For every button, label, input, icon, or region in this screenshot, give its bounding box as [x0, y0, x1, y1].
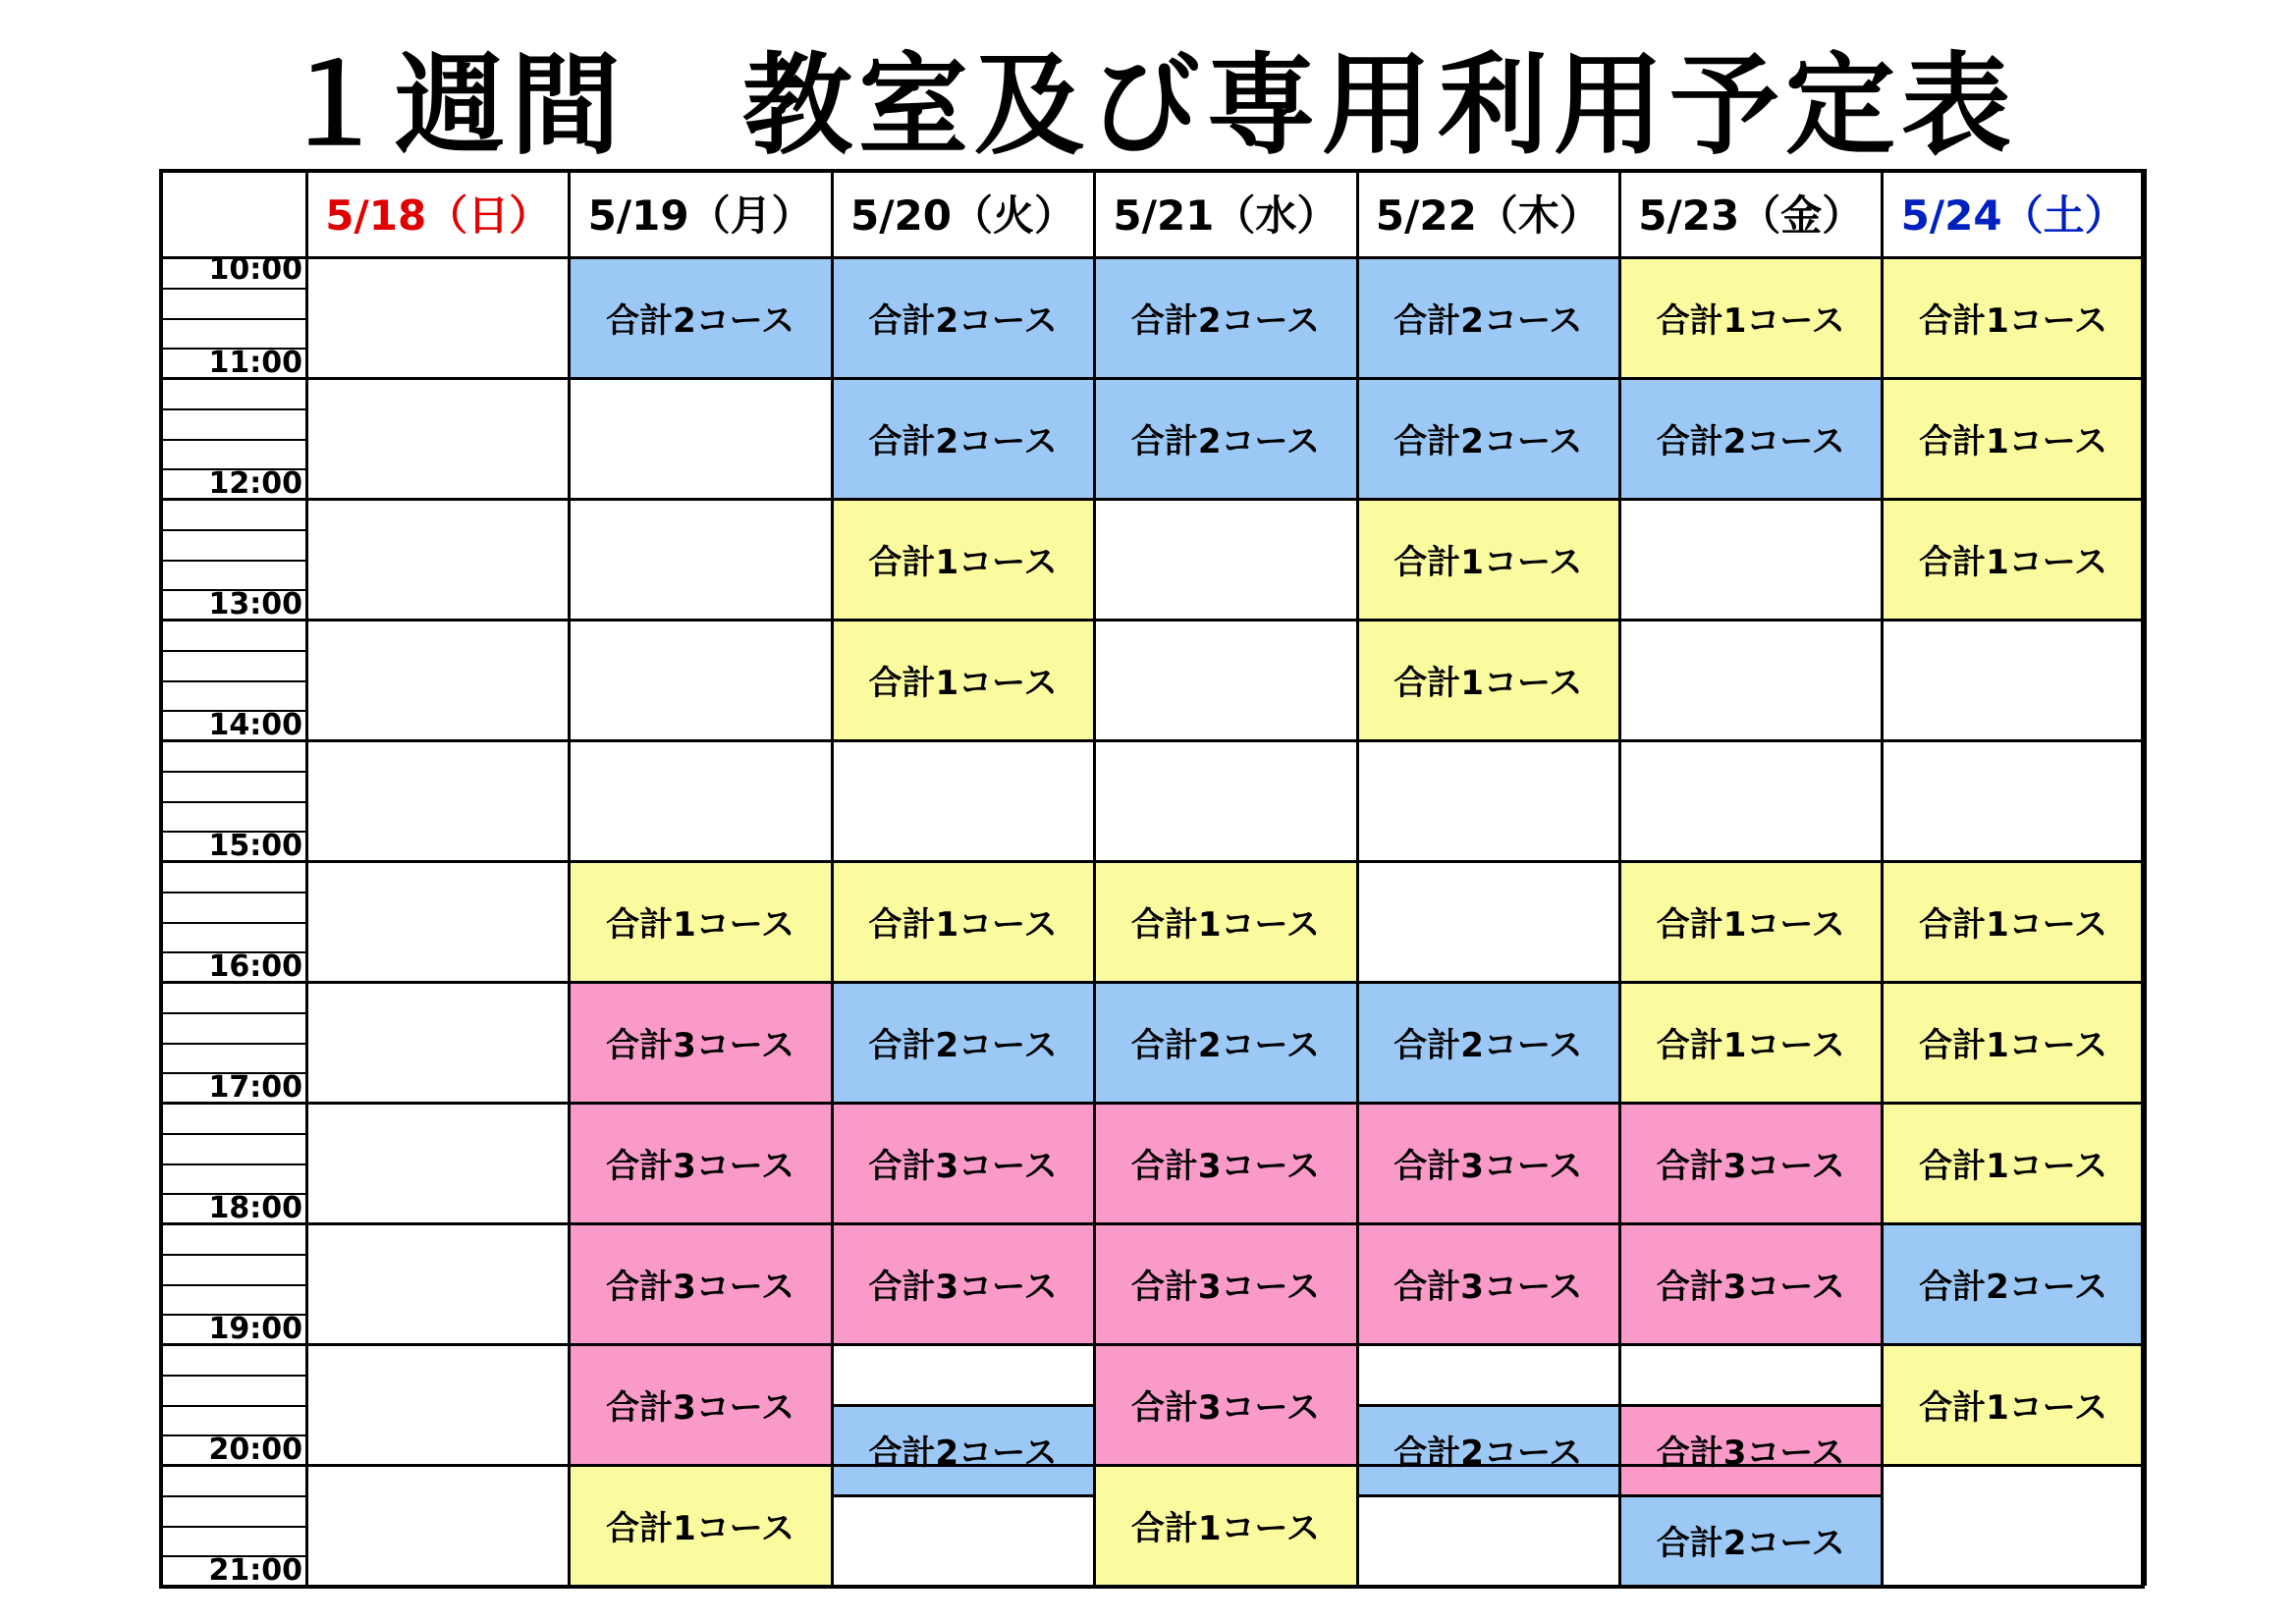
booking-cell[interactable]: 合計2コース: [1619, 1495, 1882, 1586]
booking-cell[interactable]: 合計1コース: [1619, 257, 1882, 378]
day-header-6: 5/23（金）: [1638, 191, 1864, 240]
day-header-4: 5/21（水）: [1113, 191, 1339, 240]
hour-divider: [159, 1343, 2145, 1346]
slot-divider: [1357, 1404, 1619, 1407]
booking-cell[interactable]: 合計3コース: [1619, 1103, 1882, 1223]
booking-cell[interactable]: 合計3コース: [569, 1344, 831, 1465]
slot-divider: [832, 1404, 1094, 1407]
quarter-tick: [159, 318, 306, 320]
quarter-tick: [159, 922, 306, 924]
time-label: 18:00: [208, 1191, 302, 1225]
page-title: １週間 教室及び専用利用予定表: [279, 42, 2017, 170]
booking-cell[interactable]: 合計2コース: [1357, 257, 1619, 378]
booking-cell[interactable]: 合計1コース: [1094, 861, 1356, 982]
booking-cell[interactable]: 合計1コース: [1882, 1103, 2144, 1223]
booking-cell[interactable]: 合計1コース: [832, 499, 1094, 620]
booking-cell[interactable]: 合計3コース: [569, 1103, 831, 1223]
column-divider: [2144, 169, 2147, 1586]
quarter-tick: [159, 650, 306, 652]
booking-cell[interactable]: 合計2コース: [832, 378, 1094, 499]
column-divider: [305, 169, 308, 1586]
booking-cell[interactable]: 合計1コース: [832, 620, 1094, 740]
booking-cell[interactable]: 合計2コース: [1357, 1405, 1619, 1495]
booking-cell[interactable]: 合計1コース: [1882, 378, 2144, 499]
booking-cell[interactable]: 合計2コース: [1619, 378, 1882, 499]
booking-cell[interactable]: 合計3コース: [569, 982, 831, 1103]
hour-divider: [159, 619, 2145, 622]
quarter-tick: [159, 1526, 306, 1528]
day-header-2: 5/19（月）: [587, 191, 813, 240]
quarter-tick: [159, 1405, 306, 1407]
booking-cell[interactable]: 合計1コース: [1882, 982, 2144, 1103]
booking-cell[interactable]: 合計1コース: [1882, 1344, 2144, 1465]
hour-divider: [159, 498, 2145, 501]
booking-cell[interactable]: 合計2コース: [1094, 982, 1356, 1103]
quarter-tick: [159, 1375, 306, 1377]
time-label: 13:00: [208, 587, 302, 622]
hour-divider: [159, 981, 2145, 984]
booking-cell[interactable]: 合計2コース: [832, 257, 1094, 378]
slot-divider: [832, 1494, 1094, 1497]
day-header-3: 5/20（火）: [849, 191, 1075, 240]
booking-cell[interactable]: 合計2コース: [832, 1405, 1094, 1495]
booking-cell[interactable]: 合計2コース: [832, 982, 1094, 1103]
booking-cell[interactable]: 合計2コース: [1094, 378, 1356, 499]
day-header-7: 5/24（土）: [1900, 191, 2126, 240]
slot-divider: [1619, 1494, 1882, 1497]
hour-divider: [159, 377, 2145, 380]
booking-cell[interactable]: 合計1コース: [569, 1465, 831, 1586]
time-label: 14:00: [208, 708, 302, 742]
booking-cell[interactable]: 合計1コース: [1882, 257, 2144, 378]
booking-cell[interactable]: 合計1コース: [1357, 499, 1619, 620]
time-label: 17:00: [208, 1070, 302, 1105]
quarter-tick: [159, 408, 306, 410]
day-header-1: 5/18（日）: [325, 191, 551, 240]
booking-cell[interactable]: 合計1コース: [832, 861, 1094, 982]
booking-cell[interactable]: 合計3コース: [832, 1223, 1094, 1344]
booking-cell[interactable]: 合計2コース: [1094, 257, 1356, 378]
quarter-tick: [159, 892, 306, 893]
booking-cell[interactable]: 合計2コース: [1882, 1223, 2144, 1344]
quarter-tick: [159, 1495, 306, 1497]
hour-divider: [159, 739, 2145, 742]
quarter-tick: [159, 439, 306, 441]
schedule-table: [159, 169, 2145, 1589]
day-header-5: 5/22（木）: [1375, 191, 1601, 240]
quarter-tick: [159, 771, 306, 773]
booking-cell[interactable]: 合計2コース: [569, 257, 831, 378]
column-divider: [1618, 169, 1621, 1586]
quarter-tick: [159, 529, 306, 531]
booking-cell[interactable]: 合計3コース: [569, 1223, 831, 1344]
booking-cell[interactable]: 合計1コース: [1357, 620, 1619, 740]
column-divider: [1093, 169, 1096, 1586]
quarter-tick: [159, 1254, 306, 1256]
quarter-tick: [159, 1284, 306, 1286]
booking-cell[interactable]: 合計3コース: [1357, 1103, 1619, 1223]
hour-divider: [159, 1222, 2145, 1225]
column-divider: [568, 169, 571, 1586]
booking-cell[interactable]: 合計1コース: [1882, 861, 2144, 982]
slot-divider: [1357, 1494, 1619, 1497]
booking-cell[interactable]: 合計3コース: [1094, 1344, 1356, 1465]
time-label: 20:00: [208, 1433, 302, 1467]
time-label: 15:00: [208, 829, 302, 863]
booking-cell[interactable]: 合計3コース: [1094, 1103, 1356, 1223]
time-label: 16:00: [208, 949, 302, 984]
header-divider: [159, 256, 2145, 259]
time-label: 21:00: [208, 1553, 302, 1588]
booking-cell[interactable]: 合計2コース: [1357, 982, 1619, 1103]
quarter-tick: [159, 1012, 306, 1014]
booking-cell[interactable]: 合計1コース: [1094, 1465, 1356, 1586]
booking-cell[interactable]: 合計1コース: [569, 861, 831, 982]
hour-divider: [159, 1102, 2145, 1105]
quarter-tick: [159, 680, 306, 682]
booking-cell[interactable]: 合計3コース: [1094, 1223, 1356, 1344]
column-divider: [831, 169, 834, 1586]
hour-divider: [159, 1464, 2145, 1467]
hour-divider: [159, 860, 2145, 863]
time-label: 11:00: [208, 346, 302, 380]
booking-cell[interactable]: 合計3コース: [832, 1103, 1094, 1223]
time-label: 10:00: [208, 252, 302, 287]
quarter-tick: [159, 1163, 306, 1165]
quarter-tick: [159, 560, 306, 562]
quarter-tick: [159, 1133, 306, 1135]
booking-cell[interactable]: 合計1コース: [1619, 861, 1882, 982]
column-divider: [1881, 169, 1884, 1586]
quarter-tick: [159, 288, 306, 290]
slot-divider: [1619, 1404, 1882, 1407]
booking-cell[interactable]: 合計1コース: [1882, 499, 2144, 620]
booking-cell[interactable]: 合計3コース: [1619, 1405, 1882, 1495]
time-label: 19:00: [208, 1312, 302, 1346]
column-divider: [1356, 169, 1359, 1586]
quarter-tick: [159, 801, 306, 803]
booking-cell[interactable]: 合計2コース: [1357, 378, 1619, 499]
booking-cell[interactable]: 合計1コース: [1619, 982, 1882, 1103]
booking-cell[interactable]: 合計3コース: [1619, 1223, 1882, 1344]
booking-cell[interactable]: 合計3コース: [1357, 1223, 1619, 1344]
quarter-tick: [159, 1043, 306, 1045]
time-label: 12:00: [208, 466, 302, 501]
